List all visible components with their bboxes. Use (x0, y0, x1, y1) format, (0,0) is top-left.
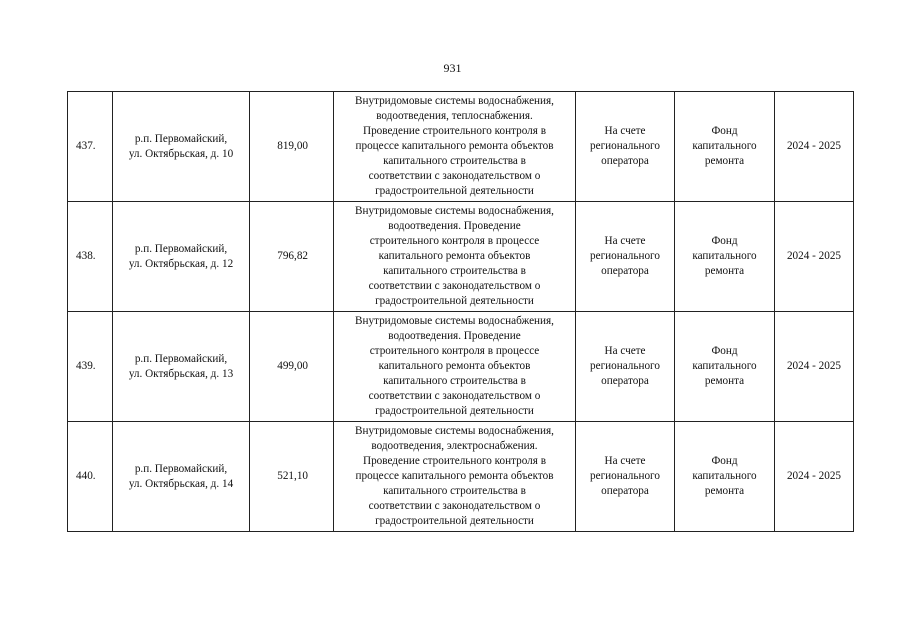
account-cell (576, 312, 675, 422)
work-line: водоотведения. Проведение (388, 330, 521, 342)
account-line: оператора (601, 485, 649, 497)
work-line: соответствии с законодательством о (368, 280, 541, 292)
funding-source-cell (675, 202, 775, 312)
work-line: капитального строительства в (383, 155, 526, 167)
period-cell: 2024 - 2025 (775, 92, 854, 202)
account-cell (576, 202, 675, 312)
area-cell: 796,82 (250, 202, 334, 312)
address-line: р.п. Первомайский, (134, 132, 228, 145)
work-line: капитального ремонта объектов (378, 360, 531, 372)
funding-line: Фонд (711, 345, 738, 357)
address-line: р.п. Первомайский, (134, 462, 228, 475)
work-line: водоотведения. Проведение (388, 220, 521, 232)
address-cell (113, 202, 250, 312)
account-line: регионального (590, 250, 660, 262)
work-line: процессе капитального ремонта объектов (355, 470, 554, 482)
work-description-cell (334, 422, 576, 532)
account-line: регионального (590, 140, 660, 152)
address-line: ул. Октябрьская, д. 10 (128, 147, 234, 160)
row-number: 438. (68, 202, 113, 312)
funding-line: ремонта (704, 485, 745, 497)
address-line: ул. Октябрьская, д. 14 (128, 477, 234, 490)
work-line: водоотведения, электроснабжения. (371, 440, 538, 452)
work-line: водоотведения, теплоснабжения. (376, 110, 533, 122)
period-cell: 2024 - 2025 (775, 202, 854, 312)
work-line: Проведение строительного контроля в (362, 125, 546, 137)
account-line: регионального (590, 360, 660, 372)
work-line: строительного контроля в процессе (369, 345, 540, 357)
table-body (68, 92, 854, 532)
funding-line: ремонта (704, 155, 745, 167)
account-line: оператора (601, 265, 649, 277)
funding-line: капитального (692, 470, 757, 482)
funding-line: капитального (692, 140, 757, 152)
work-line: соответствии с законодательством о (368, 170, 541, 182)
area-cell: 521,10 (250, 422, 334, 532)
account-line: На счете (604, 235, 646, 247)
work-line: соответствии с законодательством о (368, 390, 541, 402)
address-line: р.п. Первомайский, (134, 352, 228, 365)
account-cell (576, 422, 675, 532)
account-line: На счете (604, 125, 646, 137)
table-row (68, 422, 854, 532)
work-description-cell (334, 92, 576, 202)
address-cell (113, 92, 250, 202)
funding-line: капитального (692, 360, 757, 372)
repair-schedule-table (67, 91, 854, 532)
funding-line: Фонд (711, 125, 738, 137)
account-line: регионального (590, 470, 660, 482)
work-line: процессе капитального ремонта объектов (355, 140, 554, 152)
work-line: градостроительной деятельности (375, 185, 534, 197)
table-row (68, 92, 854, 202)
row-number: 439. (68, 312, 113, 422)
work-line: соответствии с законодательством о (368, 500, 541, 512)
funding-line: Фонд (711, 235, 738, 247)
work-line: Внутридомовые системы водоснабжения, (355, 95, 554, 107)
work-description-cell (334, 202, 576, 312)
funding-source-cell (675, 422, 775, 532)
work-line: капитального строительства в (383, 265, 526, 277)
period-cell: 2024 - 2025 (775, 312, 854, 422)
period-cell: 2024 - 2025 (775, 422, 854, 532)
work-description-cell (334, 312, 576, 422)
account-line: оператора (601, 375, 649, 387)
row-number: 440. (68, 422, 113, 532)
account-line: На счете (604, 455, 646, 467)
address-line: ул. Октябрьская, д. 13 (128, 367, 234, 380)
work-line: строительного контроля в процессе (369, 235, 540, 247)
table-row (68, 202, 854, 312)
funding-line: ремонта (704, 265, 745, 277)
account-line: оператора (601, 155, 649, 167)
work-line: Проведение строительного контроля в (362, 455, 546, 467)
funding-source-cell (675, 312, 775, 422)
work-line: градостроительной деятельности (375, 405, 534, 417)
work-line: градостроительной деятельности (375, 515, 534, 527)
work-line: капитального ремонта объектов (378, 250, 531, 262)
funding-line: Фонд (711, 455, 738, 467)
work-line: капитального строительства в (383, 485, 526, 497)
address-line: р.п. Первомайский, (134, 242, 228, 255)
table-row (68, 312, 854, 422)
funding-source-cell (675, 92, 775, 202)
work-line: Внутридомовые системы водоснабжения, (355, 315, 554, 327)
address-cell (113, 312, 250, 422)
work-line: Внутридомовые системы водоснабжения, (355, 205, 554, 217)
address-line: ул. Октябрьская, д. 12 (128, 257, 234, 270)
account-cell (576, 92, 675, 202)
area-cell: 819,00 (250, 92, 334, 202)
address-cell (113, 422, 250, 532)
funding-line: капитального (692, 250, 757, 262)
funding-line: ремонта (704, 375, 745, 387)
work-line: градостроительной деятельности (375, 295, 534, 307)
row-number: 437. (68, 92, 113, 202)
area-cell: 499,00 (250, 312, 334, 422)
account-line: На счете (604, 345, 646, 357)
page-number: 931 (443, 61, 462, 75)
work-line: капитального строительства в (383, 375, 526, 387)
work-line: Внутридомовые системы водоснабжения, (355, 425, 554, 437)
